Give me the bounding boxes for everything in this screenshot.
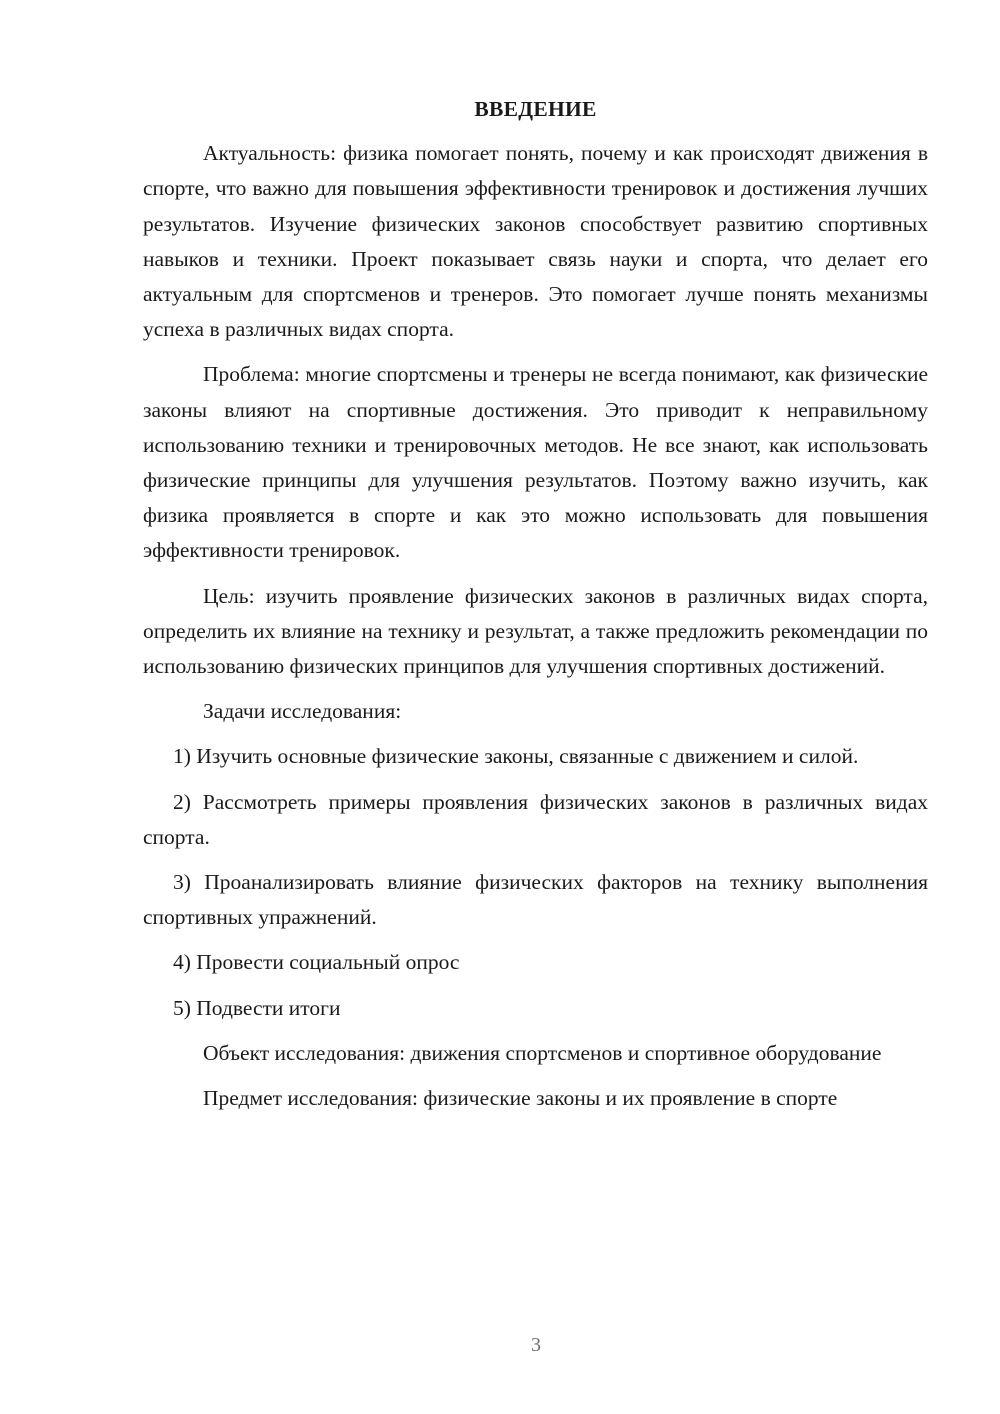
page-title: ВВЕДЕНИЕ <box>474 97 597 121</box>
tasks-heading: Задачи исследования: <box>203 699 402 724</box>
problem-paragraph: Проблема: многие спортсмены и тренеры не всегда понимают, как физические законы влияют на спортивные достижения. Это приводит к неправильному использованию техники и тренировочных методов. Не все знают, как использовать физические принципы для улучшения результатов. Поэтому важно изучить, как физика проявляется в спорте и как это можно использовать для повышения эффективности тренировок. <box>143 362 928 563</box>
task-item-5: 5) Подвести итоги <box>173 995 341 1020</box>
research-object-paragraph: Объект исследования: движения спортсменов и спортивное оборудование <box>203 1040 882 1065</box>
relevance-paragraph: Актуальность: физика помогает понять, почему и как происходят движения в спорте, что важно для повышения эффективности тренировок и достижения лучших результатов. Изучение физических законов способствует развитию спортивных навыков и техники. Проект показывает связь науки и спорта, что делает его актуальным для спортсменов и тренеров. Это помогает лучше понять механизмы успеха в различных видах спорта. <box>143 141 928 342</box>
task-item-2: 2) Рассмотреть примеры проявления физических законов в различных видах спорта. <box>143 789 928 849</box>
task-item-4: 4) Провести социальный опрос <box>173 950 460 975</box>
research-subject-paragraph: Предмет исследования: физические законы и их проявление в спорте <box>203 1086 838 1111</box>
page-content <box>143 92 928 1126</box>
page-number: 3 <box>531 1334 541 1356</box>
task-item-1: 1) Изучить основные физические законы, связанные с движением и силой. <box>173 744 859 769</box>
task-item-3: 3) Проанализировать влияние физических факторов на технику выполнения спортивных упражнений. <box>143 870 928 930</box>
goal-paragraph: Цель: изучить проявление физических законов в различных видах спорта, определить их влияние на технику и результат, а также предложить рекомендации по использованию физических принципов для улучшения спортивных достижений. <box>143 583 928 679</box>
